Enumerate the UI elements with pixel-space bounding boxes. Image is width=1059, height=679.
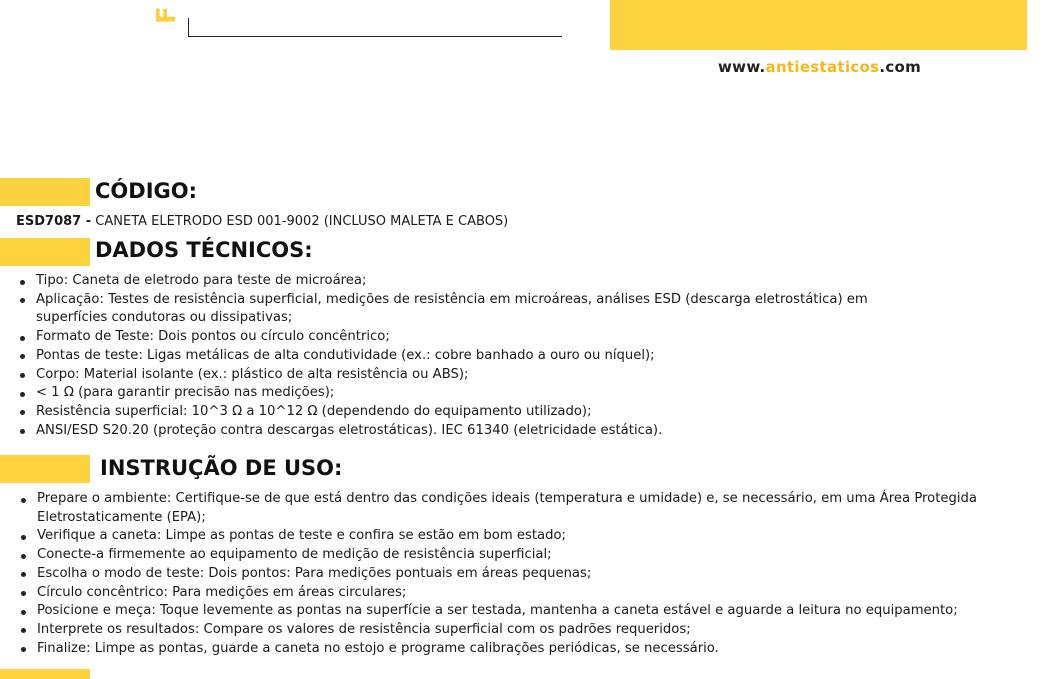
section-accent-bar	[0, 178, 90, 206]
list-item: Aplicação: Testes de resistência superficial, medições de resistência em microáreas, análises ESD (descarga eletrostática) em superfícies condutoras ou dissipativas;	[16, 291, 876, 328]
url-brand: antiestaticos	[765, 58, 880, 76]
list-item: Conecte-a firmemente ao equipamento de medição de resistência superficial;	[17, 546, 1002, 565]
list-item: Prepare o ambiente: Certifique-se de que está dentro das condições ideais (temperatura e umidade) e, se necessário, em uma Área Protegida Eletrostaticamente (EPA);	[17, 490, 1002, 527]
list-item: Círculo concêntrico: Para medições em áreas circulares;	[17, 584, 1002, 603]
list-item: < 1 Ω (para garantir precisão nas medições);	[16, 384, 876, 403]
list-item: Resistência superficial: 10^3 Ω a 10^12 Ω (dependendo do equipamento utilizado);	[16, 403, 876, 422]
brand-logo-letter: F	[152, 6, 182, 24]
product-description: CANETA ELETRODO ESD 001-9002 (INCLUSO MALETA E CABOS)	[95, 214, 509, 229]
section-title-dados-tecnicos: DADOS TÉCNICOS:	[95, 238, 313, 262]
header-divider	[188, 36, 562, 37]
list-item: Escolha o modo de teste: Dois pontos: Para medições pontuais em áreas pequenas;	[17, 565, 1002, 584]
section-accent-bar	[0, 455, 90, 483]
list-item: Posicione e meça: Toque levemente as pontas na superfície a ser testada, mantenha a caneta estável e aguarde a leitura no equipamento;	[17, 602, 1002, 621]
technical-data-list	[16, 272, 876, 440]
list-item: Finalize: Limpe as pontas, guarde a caneta no estojo e programe calibrações periódicas, se necessário.	[17, 640, 1002, 659]
product-code-line	[16, 214, 508, 229]
section-accent-bar	[0, 669, 90, 679]
list-item: Verifique a caneta: Limpe as pontas de teste e confira se estão em bom estado;	[17, 527, 1002, 546]
brand-logo	[150, 0, 182, 24]
list-item: Interprete os resultados: Compare os valores de resistência superficial com os padrões requeridos;	[17, 621, 1002, 640]
website-link[interactable]	[718, 58, 921, 76]
section-title-codigo: CÓDIGO:	[95, 179, 197, 203]
list-item: Formato de Teste: Dois pontos ou círculo concêntrico;	[16, 328, 876, 347]
header-divider-tick	[188, 18, 189, 37]
url-prefix: www.	[718, 58, 766, 76]
section-title-instrucao: INSTRUÇÃO DE USO:	[100, 456, 343, 480]
list-item: ANSI/ESD S20.20 (proteção contra descargas eletrostáticas). IEC 61340 (eletricidade estática).	[16, 422, 876, 441]
list-item: Tipo: Caneta de eletrodo para teste de microárea;	[16, 272, 876, 291]
usage-instructions-list	[17, 490, 1002, 658]
header-accent-block	[610, 0, 1027, 50]
list-item: Corpo: Material isolante (ex.: plástico de alta resistência ou ABS);	[16, 366, 876, 385]
product-code: ESD7087 -	[16, 214, 92, 229]
url-suffix: .com	[879, 58, 922, 76]
list-item: Pontas de teste: Ligas metálicas de alta condutividade (ex.: cobre banhado a ouro ou níquel);	[16, 347, 876, 366]
section-accent-bar	[0, 238, 90, 266]
